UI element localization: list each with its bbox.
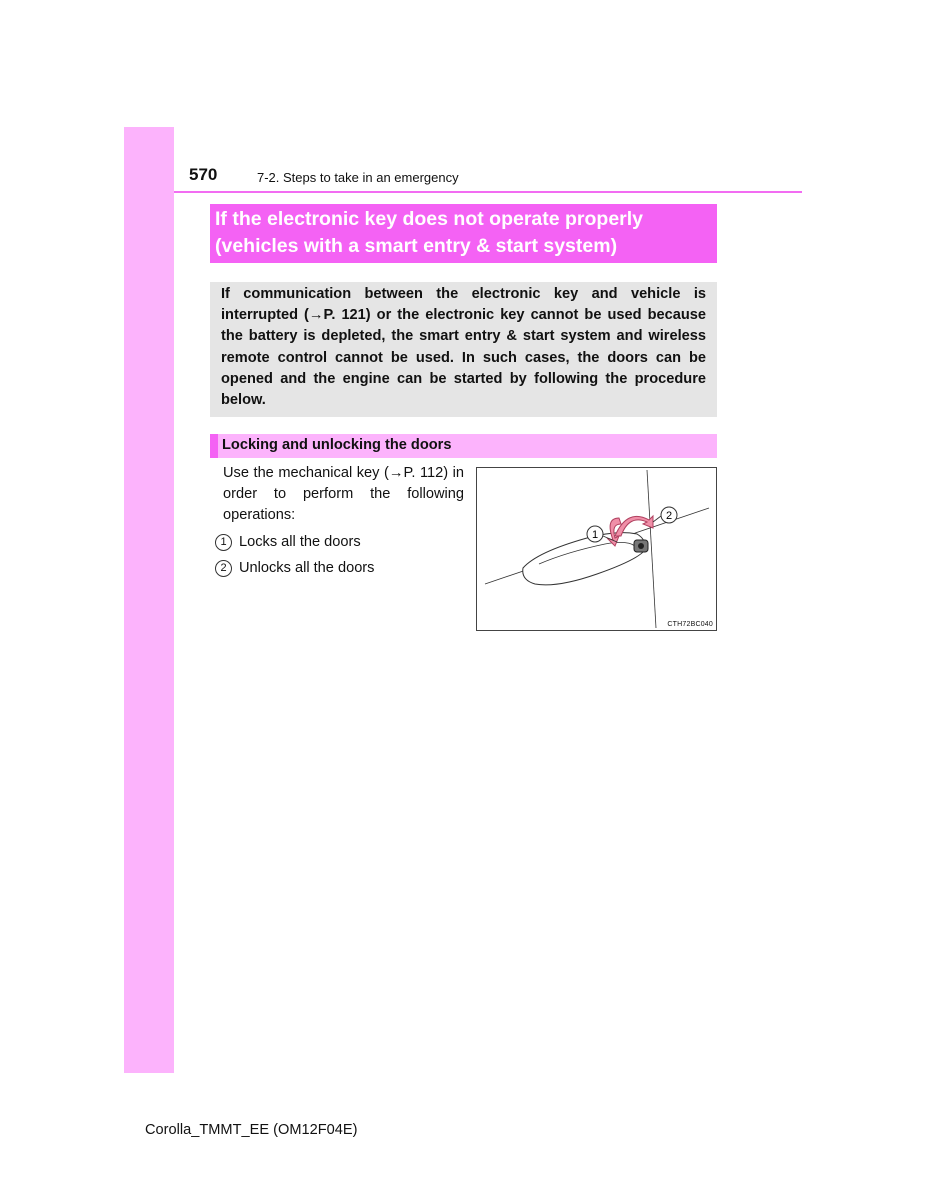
callout-2-label: 2 [665,510,673,522]
step-2 [215,559,374,577]
door-handle-figure [476,467,717,631]
side-tab [124,127,174,1073]
step-number-2: 2 [215,560,232,577]
title-line-1: If the electronic key does not operate properly [215,208,644,230]
step-number-1: 1 [215,534,232,551]
step-text-2: Unlocks all the doors [239,560,375,576]
footer-doc-id: Corolla_TMMT_EE (OM12F04E) [145,1122,358,1138]
callout-2-leader [653,516,661,522]
section-label: 7-2. Steps to take in an emergency [257,170,459,185]
door-handle-outline [523,533,646,585]
key-slot [638,543,644,549]
figure-code: CTH72BC040 [667,621,713,628]
subsection-body: Use the mechanical key (→P. 112) in order to perform the following operations: [223,465,464,523]
section-title [210,204,717,263]
step-1 [215,533,361,551]
intro-paragraph: If communication between the electronic key and vehicle is interrupted (→P. 121) or the electronic key cannot be used because the battery is depleted, the smart entry & start system and wireless remote control cannot be used. In such cases, the doors can be opened and the engine can be started by following the procedure below. [210,282,717,417]
door-handle-illustration [477,468,716,630]
subsection-heading: Locking and unlocking the doors [210,434,717,458]
callout-1-label: 1 [591,529,599,541]
step-text-1: Locks all the doors [239,534,361,550]
title-line-2: (vehicles with a smart entry & start system) [215,235,618,257]
page-number: 570 [189,165,218,184]
header-rule [174,191,802,193]
